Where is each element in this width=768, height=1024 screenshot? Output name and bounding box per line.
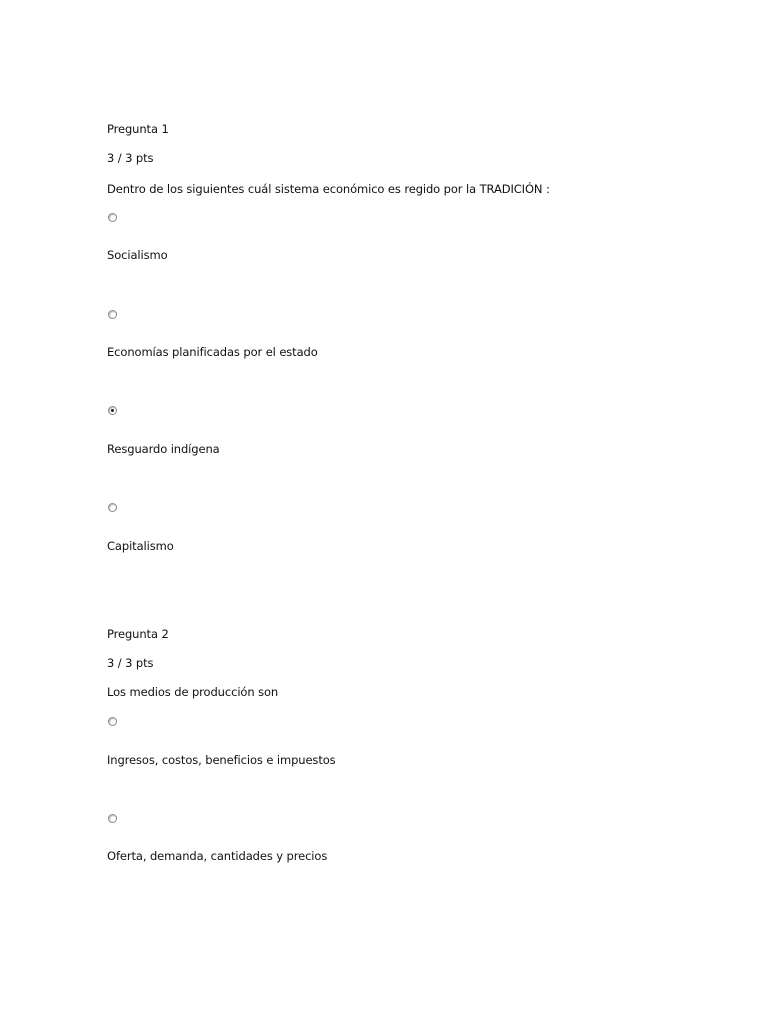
radio-option-oferta[interactable] bbox=[108, 814, 117, 823]
radio-option-ingresos[interactable] bbox=[108, 717, 117, 726]
radio-option-socialismo[interactable] bbox=[108, 213, 117, 222]
radio-option-capitalismo[interactable] bbox=[108, 503, 117, 512]
radio-option-economias-planificadas[interactable] bbox=[108, 310, 117, 319]
option-label: Economías planificadas por el estado bbox=[107, 345, 318, 359]
option-label: Ingresos, costos, beneficios e impuestos bbox=[107, 753, 336, 767]
radio-option-resguardo-indigena[interactable] bbox=[108, 406, 117, 415]
question-prompt: Dentro de los siguientes cuál sistema económico es regido por la TRADICIÓN : bbox=[107, 182, 550, 196]
option-label: Capitalismo bbox=[107, 539, 174, 553]
option-label: Socialismo bbox=[107, 248, 168, 262]
option-label: Resguardo indígena bbox=[107, 442, 220, 456]
question-title: Pregunta 1 bbox=[107, 122, 169, 136]
question-score: 3 / 3 pts bbox=[107, 151, 154, 165]
question-title: Pregunta 2 bbox=[107, 627, 169, 641]
question-score: 3 / 3 pts bbox=[107, 656, 154, 670]
option-label: Oferta, demanda, cantidades y precios bbox=[107, 849, 328, 863]
question-prompt: Los medios de producción son bbox=[107, 685, 279, 699]
